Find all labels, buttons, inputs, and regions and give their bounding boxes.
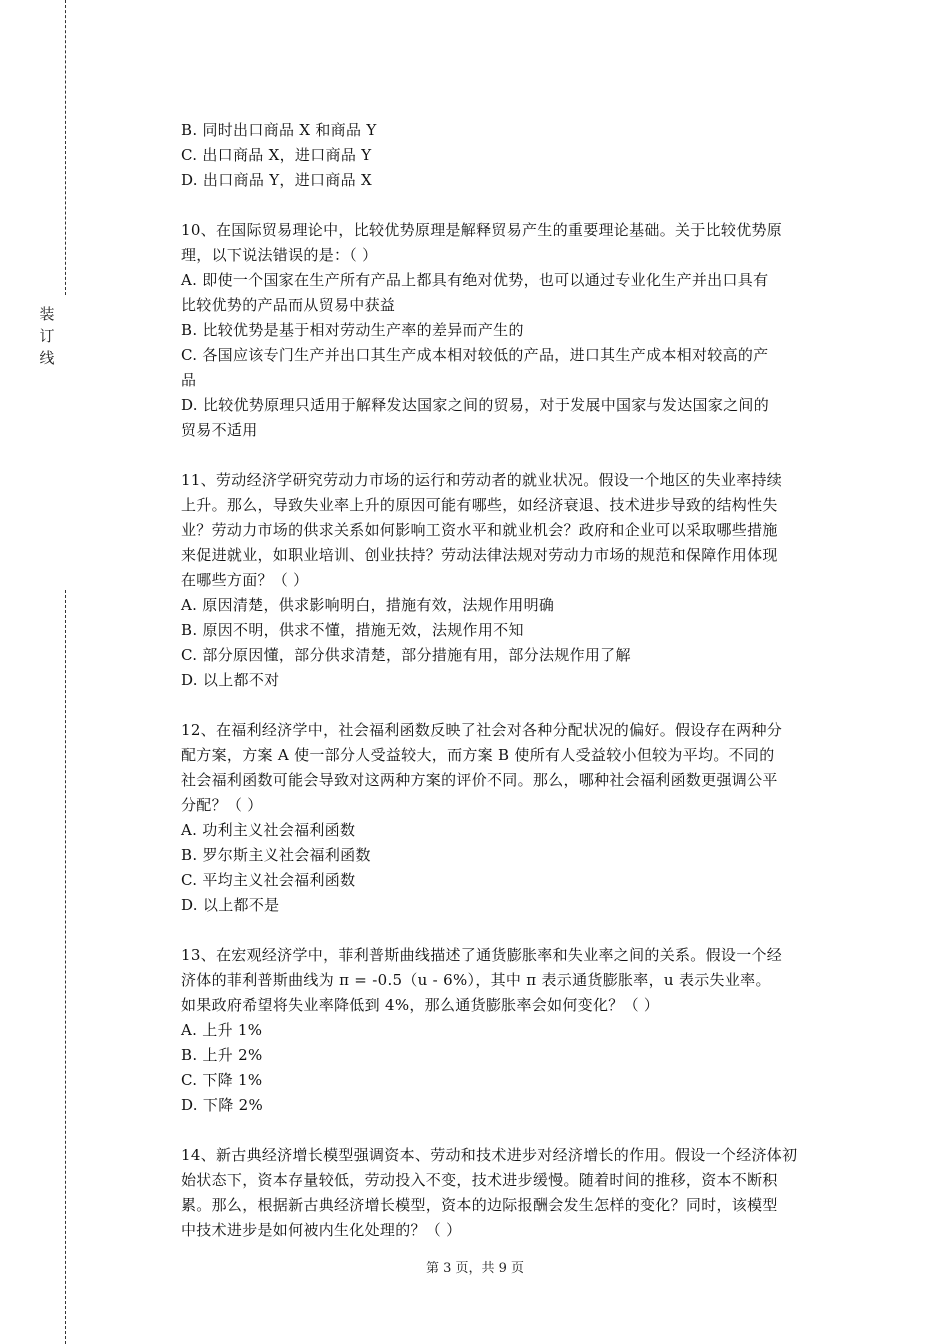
option-line: A. 功利主义社会福利函数	[181, 821, 356, 839]
option-line: D. 以上都不对	[181, 671, 280, 689]
question-stem-line: 10、在国际贸易理论中，比较优势原理是解释贸易产生的重要理论基础。关于比较优势原	[181, 221, 783, 239]
question-stem-line: 如果政府希望将失业率降低到 4%，那么通货膨胀率会如何变化？（ ）	[181, 996, 660, 1014]
binding-label	[36, 303, 58, 369]
question-stem-line: 12、在福利经济学中，社会福利函数反映了社会对各种分配状况的偏好。假设存在两种分	[181, 721, 783, 739]
option-line: A. 原因清楚，供求影响明白，措施有效，法规作用明确	[181, 596, 555, 614]
option-line: C. 各国应该专门生产并出口其生产成本相对较低的产品，进口其生产成本相对较高的产	[181, 346, 769, 364]
question-stem-line: 分配？（ ）	[181, 796, 263, 814]
question-14	[181, 1143, 851, 1243]
option-line: 贸易不适用	[181, 421, 258, 439]
question-10	[181, 218, 851, 443]
option-line: A. 即使一个国家在生产所有产品上都具有绝对优势，也可以通过专业化生产并出口具有	[181, 271, 769, 289]
option-line: B. 原因不明，供求不懂，措施无效，法规作用不知	[181, 621, 524, 639]
binding-char: 订	[39, 327, 55, 345]
question-stem-line: 中技术进步是如何被内生化处理的？（ ）	[181, 1221, 462, 1239]
question-stem-line: 业？劳动力市场的供求关系如何影响工资水平和就业机会？政府和企业可以采取哪些措施	[181, 521, 778, 539]
question-11	[181, 468, 851, 693]
question-stem-line: 始状态下，资本存量较低，劳动投入不变，技术进步缓慢。随着时间的推移，资本不断积	[181, 1171, 778, 1189]
option-line: D. 出口商品 Y，进口商品 X	[181, 171, 372, 189]
option-line: B. 同时出口商品 X 和商品 Y	[181, 121, 377, 139]
question-stem-line: 13、在宏观经济学中，菲利普斯曲线描述了通货膨胀率和失业率之间的关系。假设一个经	[181, 946, 783, 964]
question-stem-line: 配方案，方案 A 使一部分人受益较大，而方案 B 使所有人受益较小但较为平均。不同的	[181, 746, 775, 764]
binding-char: 装	[39, 305, 55, 323]
option-line: B. 比较优势是基于相对劳动生产率的差异而产生的	[181, 321, 524, 339]
question-stem-line: 社会福利函数可能会导致对这两种方案的评价不同。那么，哪种社会福利函数更强调公平	[181, 771, 778, 789]
question-stem-line: 11、劳动经济学研究劳动力市场的运行和劳动者的就业状况。假设一个地区的失业率持续	[181, 471, 783, 489]
option-line: C. 部分原因懂，部分供求清楚，部分措施有用，部分法规作用了解	[181, 646, 631, 664]
option-line: 品	[181, 371, 197, 389]
question-stem-line: 来促进就业，如职业培训、创业扶持？劳动法律法规对劳动力市场的规范和保障作用体现	[181, 546, 778, 564]
question-stem-line: 济体的菲利普斯曲线为 π = -0.5（u - 6%），其中 π 表示通货膨胀率，u 表示失业率。	[181, 971, 771, 989]
option-line: C. 下降 1%	[181, 1071, 263, 1089]
option-line: B. 罗尔斯主义社会福利函数	[181, 846, 371, 864]
option-line: C. 平均主义社会福利函数	[181, 871, 356, 889]
question-stem-line: 上升。那么，导致失业率上升的原因可能有哪些，如经济衰退、技术进步导致的结构性失	[181, 496, 778, 514]
question-stem-line: 理，以下说法错误的是：（ ）	[181, 246, 378, 264]
question-13	[181, 943, 851, 1118]
binding-dashed-line-bottom	[65, 590, 66, 1344]
page-number-footer: 第 3 页，共 9 页	[425, 1261, 525, 1276]
question-stem-line: 累。那么，根据新古典经济增长模型，资本的边际报酬会发生怎样的变化？同时，该模型	[181, 1196, 778, 1214]
question-stem-line: 在哪些方面？（ ）	[181, 571, 309, 589]
prev-question-options	[181, 118, 851, 193]
option-line: D. 比较优势原理只适用于解释发达国家之间的贸易，对于发展中国家与发达国家之间的	[181, 396, 770, 414]
option-line: 比较优势的产品而从贸易中获益	[181, 296, 396, 314]
option-line: D. 下降 2%	[181, 1096, 263, 1114]
question-stem-line: 14、新古典经济增长模型强调资本、劳动和技术进步对经济增长的作用。假设一个经济体初	[181, 1146, 798, 1164]
option-line: B. 上升 2%	[181, 1046, 263, 1064]
option-line: C. 出口商品 X，进口商品 Y	[181, 146, 372, 164]
binding-char: 线	[39, 349, 55, 367]
question-12	[181, 718, 851, 918]
page-content	[181, 118, 851, 1243]
binding-dashed-line-top	[65, 0, 66, 295]
option-line: D. 以上都不是	[181, 896, 280, 914]
option-line: A. 上升 1%	[181, 1021, 263, 1039]
